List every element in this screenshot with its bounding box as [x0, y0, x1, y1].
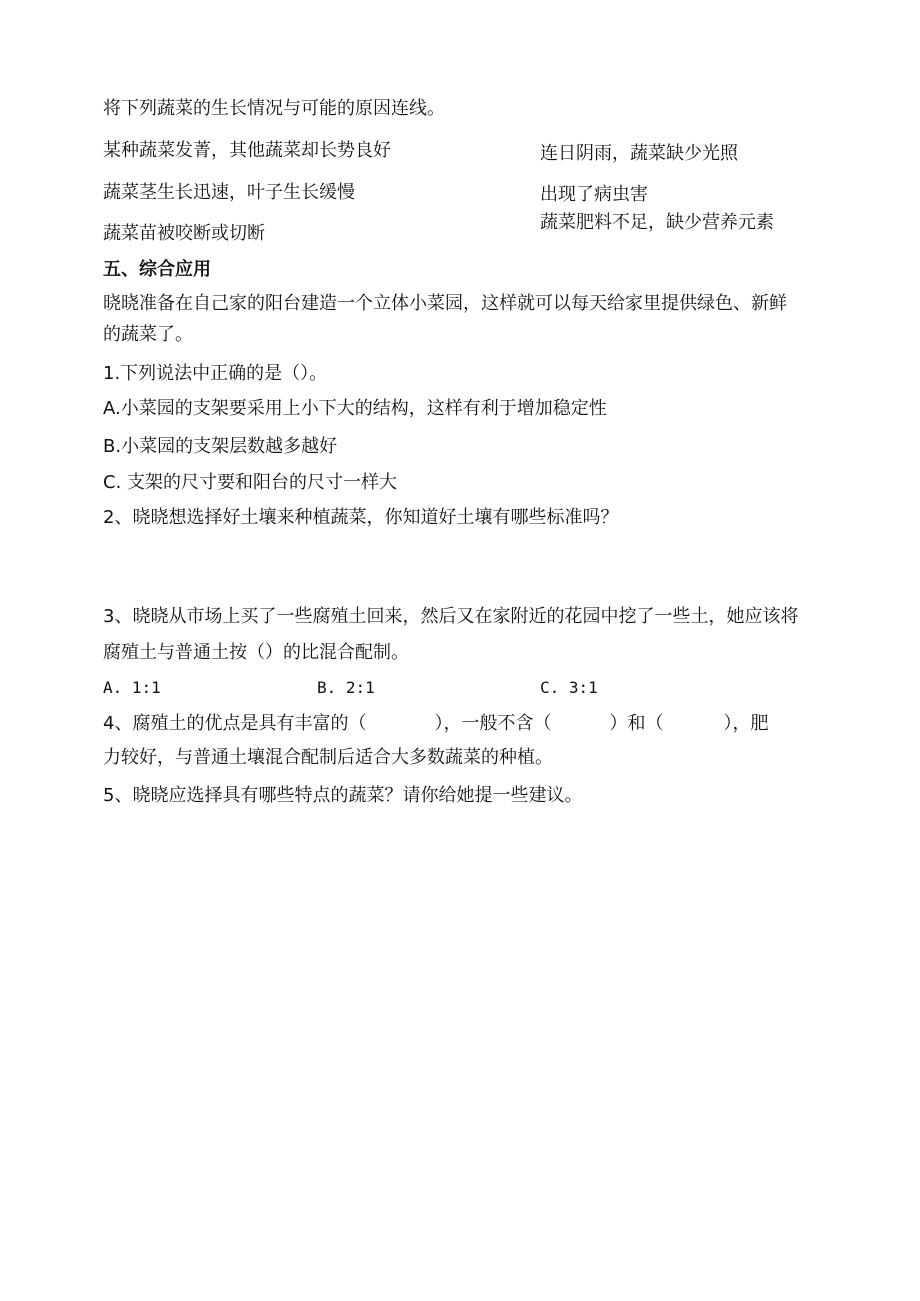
- section-intro-line-2: 的蔬菜了。: [103, 324, 193, 345]
- matching-right-item-3-text: 蔬菜肥料不足，缺少营养元素: [540, 212, 774, 233]
- q4-text-part-2: ），一般不含（: [434, 713, 552, 734]
- matching-left-item-3: 蔬菜苗被咬断或切断: [103, 223, 265, 244]
- q4-text-part-1: 4、腐殖土的优点是具有丰富的（: [103, 713, 367, 734]
- q3-line-2: 腐殖土与普通土按（）的比混合配制。: [103, 642, 409, 663]
- q3-option-b: B. 2:1: [317, 678, 375, 697]
- q4-text-part-4: ），肥: [723, 713, 769, 734]
- q3-line-1: 3、晓晓从市场上买了一些腐殖土回来，然后又在家附近的花园中挖了一些土，她应该将: [103, 606, 799, 627]
- q1-option-c: C. 支架的尺寸要和阳台的尺寸一样大: [103, 472, 398, 493]
- q3-option-c: C. 3:1: [540, 678, 598, 697]
- matching-right-item-1: 连日阴雨，蔬菜缺少光照: [540, 143, 738, 164]
- section-heading: 五、综合应用: [103, 259, 211, 280]
- matching-instruction: 将下列蔬菜的生长情况与可能的原因连线。: [103, 98, 445, 119]
- q4-line-1: [103, 711, 768, 737]
- q1-stem: 1.下列说法中正确的是（）。: [103, 363, 328, 384]
- q4-line-2: 力较好，与普通土壤混合配制后适合大多数蔬菜的种植。: [103, 747, 553, 768]
- q3-option-a: A. 1:1: [103, 678, 161, 697]
- q2-stem: 2、晓晓想选择好土壤来种植蔬菜，你知道好土壤有哪些标准吗？: [103, 507, 619, 528]
- section-intro-line-1: 晓晓准备在自己家的阳台建造一个立体小菜园，这样就可以每天给家里提供绿色、新鲜: [103, 293, 787, 314]
- matching-right-item-2: 出现了病虫害: [540, 184, 648, 205]
- q4-text-part-3: ）和（: [609, 713, 664, 734]
- q5-stem: 5、晓晓应选择具有哪些特点的蔬菜？请你给她提一些建议。: [103, 785, 583, 806]
- q1-option-b: B.小菜园的支架层数越多越好: [103, 436, 338, 457]
- matching-left-item-2: 蔬菜茎生长迅速，叶子生长缓慢: [103, 182, 355, 203]
- q1-option-a: A.小菜园的支架要采用上小下大的结构，这样有利于增加稳定性: [103, 398, 607, 419]
- matching-right-item-3: [540, 212, 774, 233]
- matching-left-item-1: 某种蔬菜发菁，其他蔬菜却长势良好: [103, 140, 391, 161]
